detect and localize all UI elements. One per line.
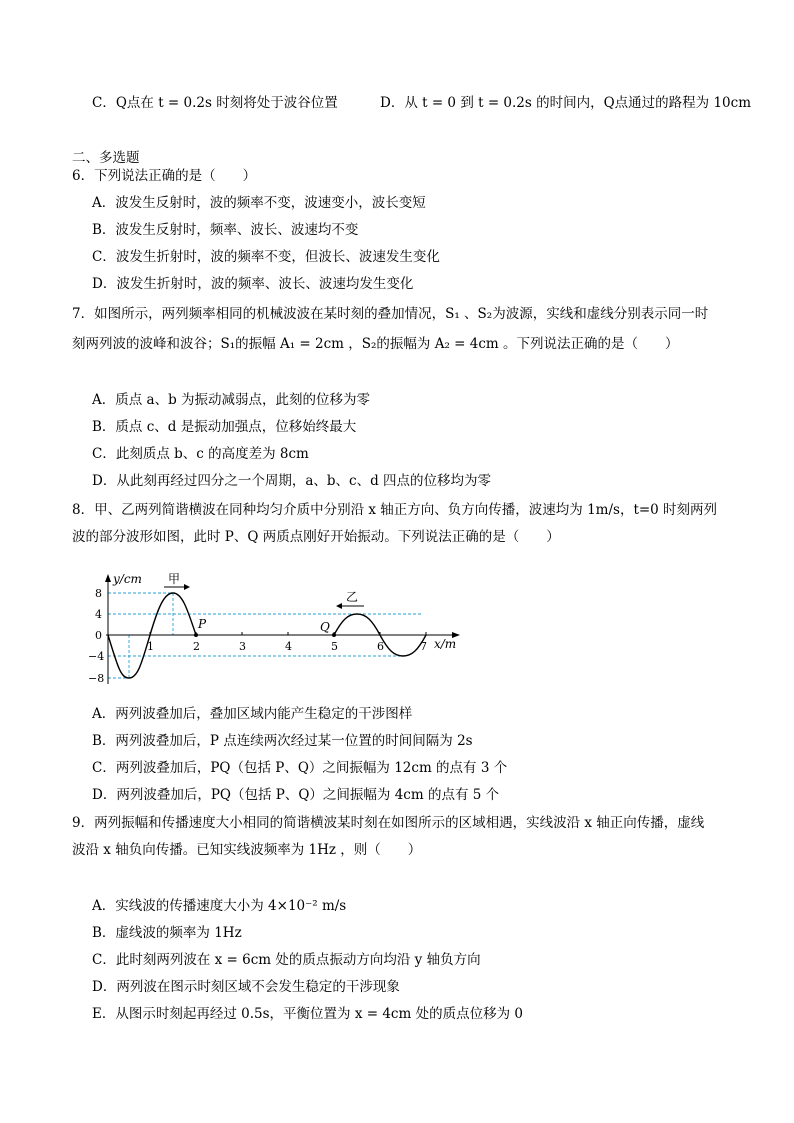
q6-option-b: B．波发生反射时，频率、波长、波速均不变: [92, 222, 359, 238]
section-heading: 二、多选题: [72, 150, 140, 166]
q9-stem-line1: 9．两列振幅和传播速度大小相同的简谐横波某时刻在如图所示的区域相遇，实线波沿 x 轴正向传播，虚线: [72, 815, 705, 831]
q9-option-e: E．从图示时刻起再经过 0.5s，平衡位置为 x = 4cm 处的质点位移为 0: [92, 1006, 523, 1022]
wave-yi-label: 乙: [346, 590, 359, 604]
q6-stem: 6．下列说法正确的是（ ）: [72, 168, 257, 184]
q9-option-a: A．实线波的传播速度大小为 4×10⁻² m/s: [92, 898, 347, 914]
q9-option-c: C．此时刻两列波在 x = 6cm 处的质点振动方向均沿 y 轴负方向: [92, 952, 481, 968]
y-tick-0: 0: [95, 629, 102, 642]
q9-option-b: B．虚线波的频率为 1Hz: [92, 925, 242, 941]
y-tick-4: 4: [95, 608, 102, 621]
x-tick-7: 7: [420, 640, 427, 653]
option-c-prev: C．Q点在 t = 0.2s 时刻将处于波谷位置: [92, 95, 338, 111]
q8-option-a: A．两列波叠加后，叠加区域内能产生稳定的干涉图样: [92, 706, 413, 722]
y-tick-neg8: −8: [88, 672, 105, 685]
point-p-label: P: [198, 617, 207, 631]
q8-option-b: B．两列波叠加后，P 点连续两次经过某一位置的时间间隔为 2s: [92, 733, 473, 749]
q9-stem-line2: 波沿 x 轴负向传播。已知实线波频率为 1Hz ，则（ ）: [72, 842, 422, 858]
x-tick-3: 3: [239, 640, 246, 653]
y-tick-neg4: −4: [88, 650, 105, 663]
x-tick-6: 6: [377, 640, 384, 653]
q8-option-c: C．两列波叠加后，PQ（包括 P、Q）之间振幅为 12cm 的点有 3 个: [92, 760, 508, 776]
q7-option-d: D．从此刻再经过四分之一个周期，a、b、c、d 四点的位移均为零: [92, 473, 492, 489]
q8-stem-line2: 波的部分波形如图，此时 P、Q 两质点刚好开始振动。下列说法正确的是（ ）: [72, 529, 560, 545]
x-tick-4: 4: [285, 640, 292, 653]
q8-stem-line1: 8．甲、乙两列简谐横波在同种均匀介质中分别沿 x 轴正方向、负方向传播，波速均为 1m/s，t=0 时刻两列: [72, 502, 718, 518]
point-q-dot: [332, 633, 336, 637]
q9-option-d: D．两列波在图示时刻区域不会发生稳定的干涉现象: [92, 979, 400, 995]
option-d-prev: D．从 t = 0 到 t = 0.2s 的时间内，Q点通过的路程为 10cm: [380, 95, 752, 111]
y-tick-8: 8: [95, 587, 102, 600]
q6-option-c: C．波发生折射时，波的频率不变，但波长、波速发生变化: [92, 249, 440, 265]
q7-stem-line1: 7．如图所示，两列频率相同的机械波波在某时刻的叠加情况，S₁ 、S₂为波源，实线和虚线分别表示同一时: [72, 306, 709, 322]
q8-option-d: D．两列波叠加后，PQ（包括 P、Q）之间振幅为 4cm 的点有 5 个: [92, 787, 500, 803]
q7-stem-line2: 刻两列波的波峰和波谷；S₁的振幅 A₁ = 2cm ，S₂的振幅为 A₂ = 4cm 。下列说法正确的是（ ）: [72, 336, 679, 352]
wave-graph: [80, 572, 480, 687]
point-q-label: Q: [320, 620, 330, 634]
x-tick-5: 5: [331, 640, 338, 653]
x-tick-2: 2: [193, 640, 200, 653]
q7-option-b: B．质点 c、d 是振动加强点，位移始终最大: [92, 419, 357, 435]
y-axis-label: y/cm: [113, 572, 142, 586]
q7-option-c: C．此刻质点 b、c 的高度差为 8cm: [92, 446, 309, 462]
q6-option-d: D．波发生折射时，波的频率、波长、波速均发生变化: [92, 276, 414, 292]
q7-option-a: A．质点 a、b 为振动减弱点，此刻的位移为零: [92, 392, 371, 408]
x-axis-label: x/m: [434, 637, 457, 651]
point-p-dot: [194, 633, 198, 637]
x-tick-1: 1: [147, 640, 154, 653]
wave-jia-label: 甲: [168, 572, 181, 586]
q6-option-a: A．波发生反射时，波的频率不变，波速变小，波长变短: [92, 195, 426, 211]
